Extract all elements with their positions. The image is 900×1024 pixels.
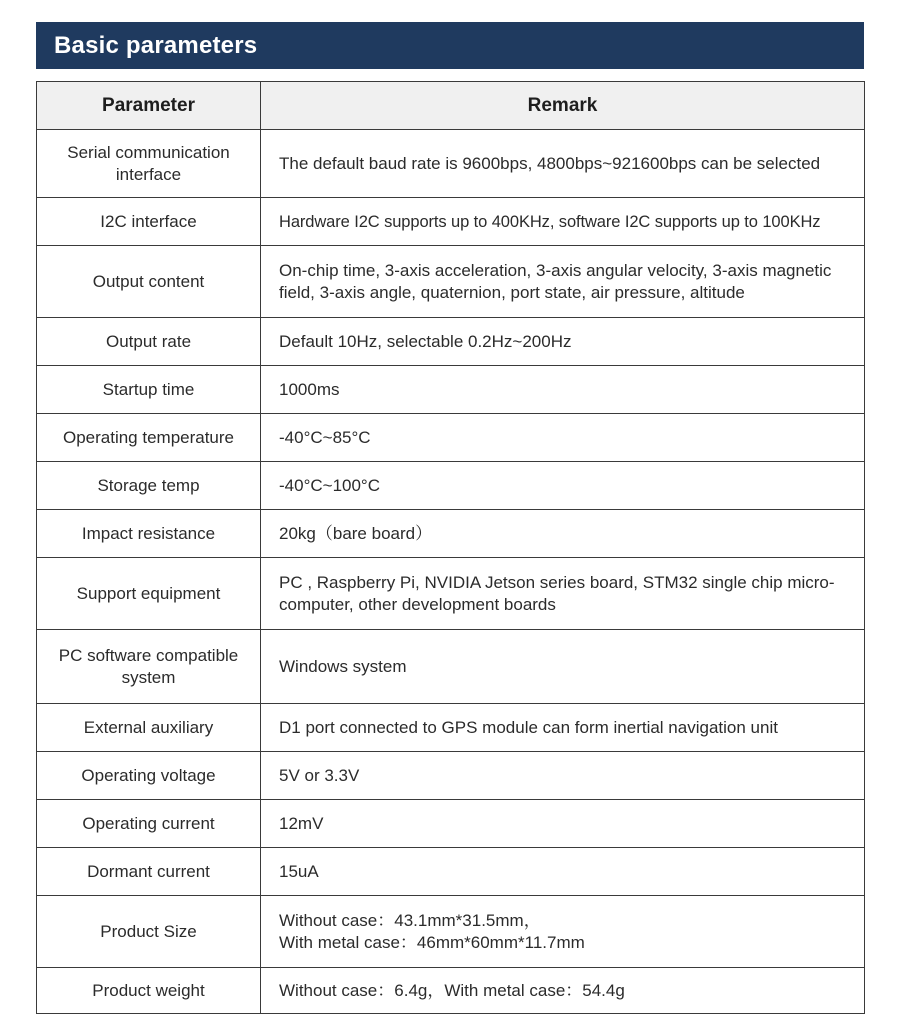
parameter-cell: Operating current xyxy=(37,800,261,848)
table-row xyxy=(37,246,865,318)
table-row xyxy=(37,198,865,246)
table-row xyxy=(37,896,865,968)
parameter-cell: Output rate xyxy=(37,318,261,366)
remark-cell: The default baud rate is 9600bps, 4800bps~921600bps can be selected xyxy=(261,130,865,198)
table-row xyxy=(37,968,865,1014)
table-header-row xyxy=(37,82,865,130)
parameter-cell: Product weight xyxy=(37,968,261,1014)
remark-cell: 20kg（bare board） xyxy=(261,510,865,558)
table-row xyxy=(37,752,865,800)
remark-cell: On-chip time, 3-axis acceleration, 3-axis angular velocity, 3-axis magnetic field, 3-axis angle, quaternion, port state, air pressure, altitude xyxy=(261,246,865,318)
table-row xyxy=(37,704,865,752)
parameter-cell: Support equipment xyxy=(37,558,261,630)
table-row xyxy=(37,510,865,558)
parameter-cell: Operating temperature xyxy=(37,414,261,462)
section-header-bar xyxy=(36,22,864,69)
parameter-cell: I2C interface xyxy=(37,198,261,246)
table-row xyxy=(37,848,865,896)
parameter-cell: Startup time xyxy=(37,366,261,414)
table-row xyxy=(37,318,865,366)
parameters-table xyxy=(36,81,865,1014)
remark-cell: 5V or 3.3V xyxy=(261,752,865,800)
remark-cell: Without case：6.4g，With metal case：54.4g xyxy=(261,968,865,1014)
table-row xyxy=(37,630,865,704)
remark-cell: Hardware I2C supports up to 400KHz, software I2C supports up to 100KHz xyxy=(261,198,865,246)
table-row xyxy=(37,130,865,198)
parameter-cell: Storage temp xyxy=(37,462,261,510)
remark-cell: 1000ms xyxy=(261,366,865,414)
column-header-remark: Remark xyxy=(261,82,865,130)
column-header-parameter: Parameter xyxy=(37,82,261,130)
remark-cell: 12mV xyxy=(261,800,865,848)
table-row xyxy=(37,414,865,462)
remark-cell: Windows system xyxy=(261,630,865,704)
parameter-cell: Impact resistance xyxy=(37,510,261,558)
parameter-cell: Serial communication interface xyxy=(37,130,261,198)
parameter-cell: PC software compatible system xyxy=(37,630,261,704)
parameter-cell: Operating voltage xyxy=(37,752,261,800)
parameter-cell: External auxiliary xyxy=(37,704,261,752)
parameter-cell: Dormant current xyxy=(37,848,261,896)
table-row xyxy=(37,800,865,848)
parameter-cell: Output content xyxy=(37,246,261,318)
remark-cell: D1 port connected to GPS module can form inertial navigation unit xyxy=(261,704,865,752)
table-row xyxy=(37,558,865,630)
remark-cell: -40°C~100°C xyxy=(261,462,865,510)
remark-cell: -40°C~85°C xyxy=(261,414,865,462)
remark-cell: 15uA xyxy=(261,848,865,896)
remark-cell: Without case：43.1mm*31.5mm， With metal case：46mm*60mm*11.7mm xyxy=(261,896,865,968)
remark-cell: PC , Raspberry Pi, NVIDIA Jetson series board, STM32 single chip micro-computer, other development boards xyxy=(261,558,865,630)
table-row xyxy=(37,462,865,510)
parameter-cell: Product Size xyxy=(37,896,261,968)
table-row xyxy=(37,366,865,414)
remark-cell: Default 10Hz, selectable 0.2Hz~200Hz xyxy=(261,318,865,366)
page-title: Basic parameters xyxy=(54,31,258,59)
